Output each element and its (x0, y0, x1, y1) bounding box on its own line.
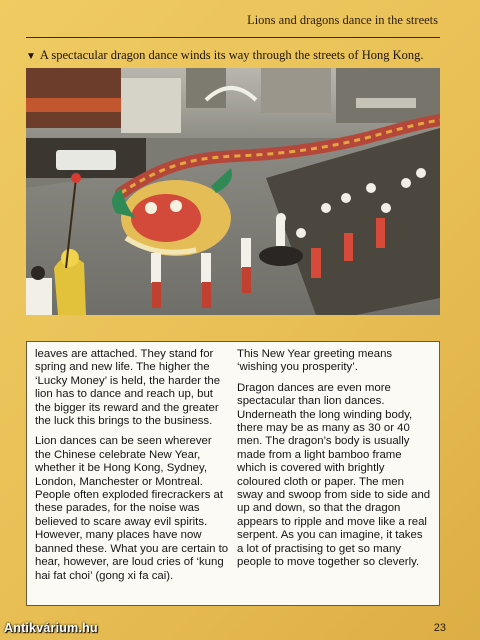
paragraph: Dragon dances are even more spectacular than lion dances. Underneath the long winding body, there may be as many as 30 or 40 men. The dragon’s body is usually made from a light bamboo frame which is covered with brightly coloured cloth or paper. The men sway and swoop from side to side and up and down, so that the dragon appears to ripple and move like a real serpent. As you can imagine, it takes a lot of practising to get so many people to move together so cleverly. (237, 381, 431, 569)
article-text-box (26, 341, 440, 606)
page-number: 23 (433, 622, 446, 634)
header-rule (26, 37, 440, 38)
photo-caption (26, 48, 440, 63)
caption-triangle-icon: ▼ (26, 51, 36, 62)
watermark: Antikvárium.hu (4, 621, 98, 635)
paragraph: This New Year greeting means ‘wishing you prosperity’. (237, 348, 393, 374)
text-column-left (35, 348, 229, 601)
paragraph: leaves are attached. They stand for spring and new life. The higher the ‘Lucky Money’ is held, the harder the lion has to dance and reach up, but the bigger its reward and the greater the luck this brings to the business. (35, 348, 221, 428)
dragon-dance-photo (26, 68, 440, 315)
caption-text: A spectacular dragon dance winds its way through the streets of Hong Kong. (39, 48, 424, 62)
text-column-right (237, 348, 431, 601)
paragraph: Lion dances can be seen wherever the Chinese celebrate New Year, whether it be Hong Kong, Sydney, London, Manchester or Montreal. People often exploded firecrackers at these parades, for the noise was believed to scare away evil spirits. However, many places have now banned these. What you are certain to hear, however, are loud cries of ‘kung hai fat choi’ (gong xi fa cai). (35, 435, 229, 582)
dragon-dance-illustration (26, 68, 440, 315)
running-head-title: Lions and dragons dance in the streets (247, 13, 438, 27)
